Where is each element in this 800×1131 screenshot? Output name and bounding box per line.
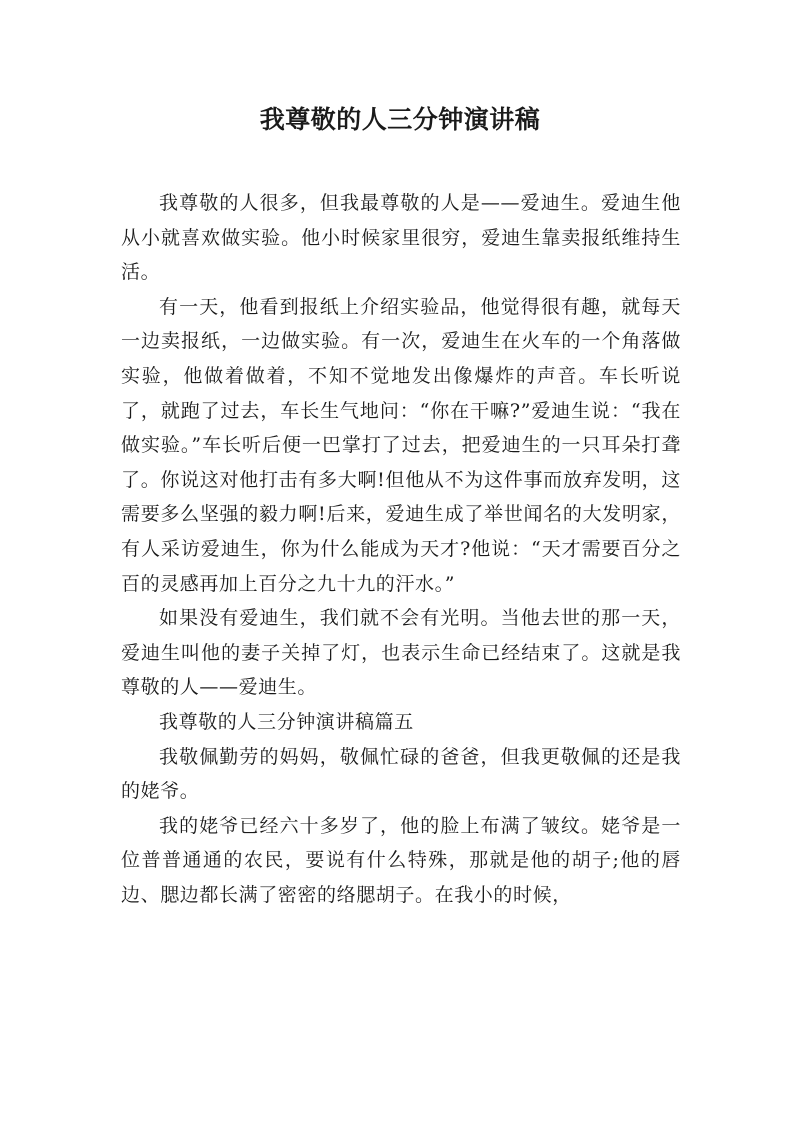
section-heading: 我尊敬的人三分钟演讲稿篇五 [159, 710, 414, 733]
paragraph-edison-conclusion: 如果没有爱迪生，我们就不会有光明。当他去世的那一天，爱迪生叫他的妻子关掉了灯，也表示生命已经结束了。这就是我尊敬的人——爱迪生。 [121, 607, 681, 699]
paragraph-edison-intro: 我尊敬的人很多，但我最尊敬的人是——爱迪生。爱迪生他从小就喜欢做实验。他小时候家里很穷，爱迪生靠卖报纸维持生活。 [121, 192, 681, 284]
paragraph-edison-story: 有一天，他看到报纸上介绍实验品，他觉得很有趣，就每天一边卖报纸，一边做实验。有一次，爱迪生在火车的一个角落做实验，他做着做着，不知不觉地发出像爆炸的声音。车长听说了，就跑了过去，车长生气地问：“你在干嘛?”爱迪生说：“我在做实验。”车长听后便一巴掌打了过去，把爱迪生的一只耳朵打聋了。你说这对他打击有多大啊!但他从不为这件事而放弃发明，这需要多么坚强的毅力啊!后来，爱迪生成了举世闻名的大发明家，有人采访爱迪生，你为什么能成为天才?他说：“天才需要百分之百的灵感再加上百分之九十九的汗水。” [121, 295, 681, 595]
paragraph-grandpa-description: 我的姥爷已经六十多岁了，他的脸上布满了皱纹。姥爷是一位普普通通的农民，要说有什么特殊，那就是他的胡子;他的唇边、腮边都长满了密密的络腮胡子。在我小的时候， [121, 814, 681, 906]
document-title: 我尊敬的人三分钟演讲稿 [259, 105, 541, 134]
paragraph-grandpa-intro: 我敬佩勤劳的妈妈，敬佩忙碌的爸爸，但我更敬佩的还是我的姥爷。 [121, 745, 681, 803]
document-body [121, 186, 681, 912]
